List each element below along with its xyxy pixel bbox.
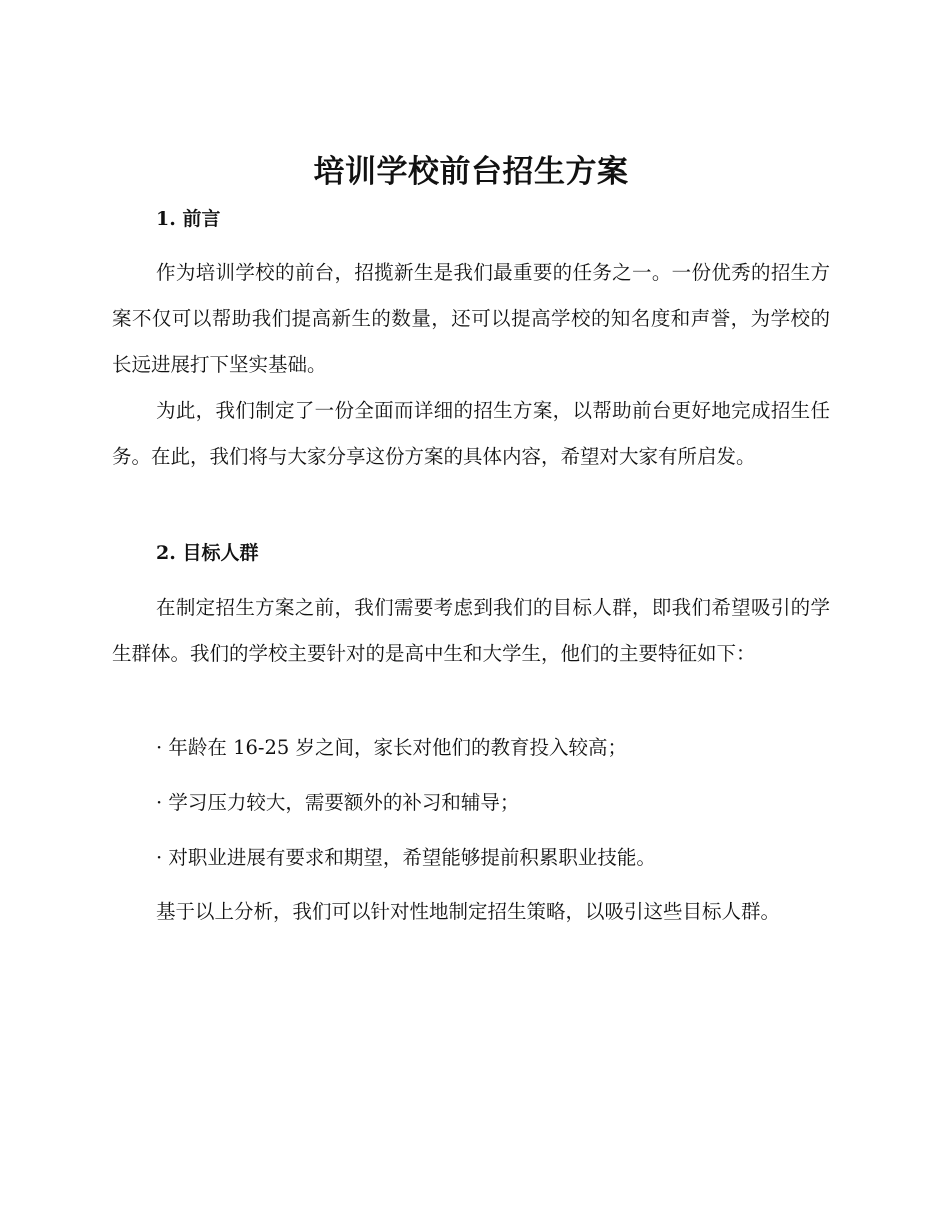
section-heading-target-audience: 2. 目标人群 — [156, 542, 259, 564]
bullet-item-age: · 年龄在 16-25 岁之间，家长对他们的教育投入较高； — [156, 736, 628, 759]
target-audience-intro: 在制定招生方案之前，我们需要考虑到我们的目标人群，即我们希望吸引的学生群体。我们的学校主要针对的是高中生和大学生，他们的主要特征如下： — [112, 596, 830, 665]
section-heading-preface: 1. 前言 — [156, 208, 221, 230]
bullet-item-study-pressure: · 学习压力较大，需要额外的补习和辅导； — [156, 791, 520, 814]
preface-paragraph-1: 作为培训学校的前台，招揽新生是我们最重要的任务之一。一份优秀的招生方案不仅可以帮助我们提高新生的数量，还可以提高学校的知名度和声誉，为学校的长远进展打下坚实基础。 — [112, 261, 830, 376]
bullet-item-career: · 对职业进展有要求和期望，希望能够提前积累职业技能。 — [156, 846, 656, 869]
document-title: 培训学校前台招生方案 — [313, 154, 629, 190]
preface-paragraph-2: 为此，我们制定了一份全面而详细的招生方案，以帮助前台更好地完成招生任务。在此，我们将与大家分享这份方案的具体内容，希望对大家有所启发。 — [112, 399, 830, 468]
target-audience-conclusion: 基于以上分析，我们可以针对性地制定招生策略，以吸引这些目标人群。 — [156, 900, 781, 923]
